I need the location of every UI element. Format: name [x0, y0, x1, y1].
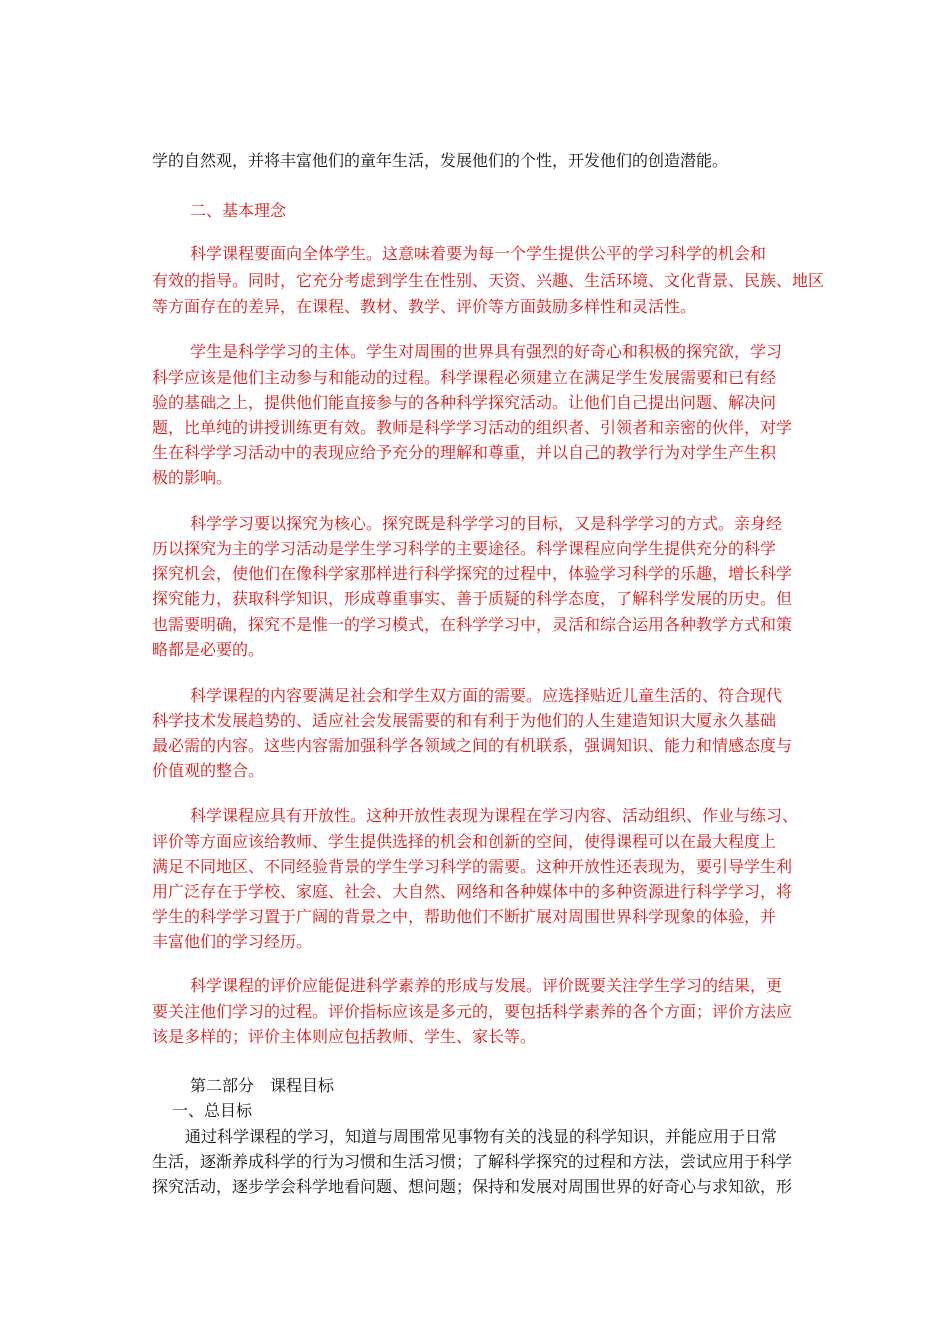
paragraph-line: 要关注他们学习的过程。评价指标应该是多元的，要包括科学素养的各个方面；评价方法应 [152, 1002, 793, 1021]
paragraph-line: 科学技术发展趋势的、适应社会发展需要的和有利于为他们的人生建造知识大厦永久基础 [152, 711, 777, 730]
part-two-title: 第二部分 课程目标 [190, 1076, 335, 1095]
section-heading: 二、基本理念 [190, 201, 287, 220]
paragraph-line: 略都是必要的。 [152, 640, 265, 659]
paragraph-line: 用广泛存在于学校、家庭、社会、大自然、网络和各种媒体中的多种资源进行科学学习，将 [152, 882, 793, 901]
paragraph-line: 科学课程要面向全体学生。这意味着要为每一个学生提供公平的学习科学的机会和 [190, 244, 767, 263]
paragraph-line: 也需要明确，探究不是惟一的学习模式，在科学学习中，灵活和综合运用各种教学方式和策 [152, 615, 793, 634]
paragraph-line: 有效的指导。同时，它充分考虑到学生在性别、天资、兴趣、生活环境、文化背景、民族、地区 [152, 271, 825, 290]
paragraph-line: 丰富他们的学习经历。 [152, 932, 313, 951]
paragraph-line: 科学应该是他们主动参与和能动的过程。科学课程必须建立在满足学生发展需要和已有经 [152, 368, 777, 387]
paragraph-line: 满足不同地区、不同经验背景的学生学习科学的需要。这种开放性还表现为，要引导学生利 [152, 857, 793, 876]
paragraph-line: 探究机会，使他们在像科学家那样进行科学探究的过程中，体验学习科学的乐趣，增长科学 [152, 564, 793, 583]
paragraph-line: 等方面存在的差异，在课程、教材、教学、评价等方面鼓励多样性和灵活性。 [152, 297, 697, 316]
paragraph-line: 生在科学学习活动中的表现应给予充分的理解和尊重，并以自己的教学行为对学生产生积 [152, 443, 777, 462]
paragraph-line: 验的基础之上，提供他们能直接参与的各种科学探究活动。让他们自己提出问题、解决问 [152, 393, 777, 412]
paragraph-line: 科学学习要以探究为核心。探究既是科学学习的目标，又是科学学习的方式。亲身经 [190, 514, 783, 533]
paragraph-line: 最必需的内容。这些内容需加强科学各领域之间的有机联系，强调知识、能力和情感态度与 [152, 736, 793, 755]
paragraph-line: 学生是科学学习的主体。学生对周围的世界具有强烈的好奇心和积极的探究欲，学习 [190, 342, 783, 361]
paragraph-line: 该是多样的；评价主体则应包括教师、学生、家长等。 [152, 1027, 537, 1046]
paragraph-line: 价值观的整合。 [152, 761, 265, 780]
paragraph-line: 生活，逐渐养成科学的行为习惯和生活习惯；了解科学探究的过程和方法，尝试应用于科学 [152, 1152, 793, 1171]
paragraph-line: 科学课程应具有开放性。这种开放性表现为课程在学习内容、活动组织、作业与练习、 [190, 806, 799, 825]
paragraph-line: 评价等方面应该给教师、学生提供选择的机会和创新的空间，使得课程可以在最大程度上 [152, 832, 777, 851]
paragraph-line: 通过科学课程的学习，知道与周围常见事物有关的浅显的科学知识，并能应用于日常 [185, 1127, 778, 1146]
intro-line: 学的自然观，并将丰富他们的童年生活，发展他们的个性，开发他们的创造潜能。 [152, 151, 729, 170]
paragraph-line: 历以探究为主的学习活动是学生学习科学的主要途径。科学课程应向学生提供充分的科学 [152, 539, 777, 558]
paragraph-line: 探究能力，获取科学知识，形成尊重事实、善于质疑的科学态度，了解科学发展的历史。但 [152, 589, 793, 608]
part-two-subheading: 一、总目标 [172, 1101, 253, 1120]
paragraph-line: 探究活动，逐步学会科学地看问题、想问题；保持和发展对周围世界的好奇心与求知欲，形 [152, 1177, 793, 1196]
paragraph-line: 科学课程的内容要满足社会和学生双方面的需要。应选择贴近儿童生活的、符合现代 [190, 686, 783, 705]
paragraph-line: 题，比单纯的讲授训练更有效。教师是科学学习活动的组织者、引领者和亲密的伙伴，对学 [152, 418, 793, 437]
paragraph-line: 极的影响。 [152, 468, 233, 487]
paragraph-line: 学生的科学学习置于广阔的背景之中，帮助他们不断扩展对周围世界科学现象的体验，并 [152, 907, 777, 926]
paragraph-line: 科学课程的评价应能促进科学素养的形成与发展。评价既要关注学生学习的结果，更 [190, 976, 783, 995]
